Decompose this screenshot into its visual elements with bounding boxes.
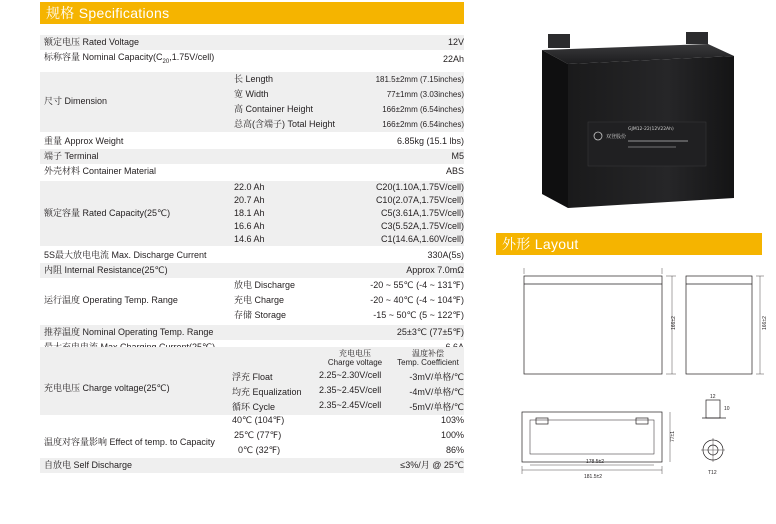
temp-effect-temp: 0℃ (32℉)	[238, 445, 281, 455]
nominal-operating-temp-value: 25±3℃ (77±5℉)	[337, 325, 464, 340]
terminal-detail-drawing	[701, 400, 726, 462]
dimension-label: 尺寸 Dimension	[40, 72, 232, 132]
layout-header: 外形 Layout	[496, 233, 762, 255]
dimension-value: 166±2mm (6.54inches)	[337, 102, 464, 117]
dimension-value: 181.5±2mm (7.15inches)	[337, 72, 464, 87]
dimension-name: 长 Length	[232, 72, 337, 87]
self-discharge-value: ≤3%/月 @ 25℃	[400, 460, 464, 470]
length-dimension-label: 181.5±2	[584, 474, 603, 480]
max-discharge-label: 5S最大放电电流 Max. Discharge Current	[44, 249, 207, 260]
dimension-value: 77±1mm (3.03inches)	[337, 87, 464, 102]
col-coeff-en: Temp. Coefficient	[397, 358, 459, 367]
operating-temp-range: -20 ~ 55℃ (-4 ~ 131℉)	[370, 279, 464, 290]
charge-mode: 浮充 Float	[232, 372, 273, 382]
charge-mode: 循环 Cycle	[232, 402, 276, 412]
rated-capacity-rate: C10(2.07A,1.75V/cell)	[337, 194, 464, 207]
row-nominal-operating-temp	[40, 325, 464, 340]
terminal-value: M5	[232, 149, 464, 164]
rated-voltage-label: 额定电压 Rated Voltage	[40, 35, 232, 50]
charge-voltage-label: 充电电压 Charge voltage(25℃)	[44, 383, 170, 393]
temp-effect-value: 103%	[440, 415, 464, 425]
row-nominal-capacity	[40, 50, 464, 70]
temp-effect-value: 86%	[445, 445, 464, 455]
row-max-discharge	[40, 248, 464, 263]
operating-temp-label: 运行温度 Operating Temp. Range	[44, 294, 178, 305]
temp-effect-label: 温度对容量影响 Effect of temp. to Capacity	[44, 437, 215, 447]
rated-capacity-amount: 14.6 Ah	[232, 233, 337, 246]
total-height-dimension-label: 166±2	[762, 316, 768, 330]
rated-capacity-amount: 22.0 Ah	[232, 181, 337, 194]
dimension-name: 总高(含端子) Total Height	[232, 117, 337, 132]
temp-effect-temp: 25℃ (77℉)	[234, 430, 282, 440]
product-model: GJM12-22(12V22Ah)	[628, 127, 674, 132]
rated-capacity-rate: C20(1.10A,1.75V/cell)	[337, 181, 464, 194]
temp-effect-value: 100%	[440, 430, 464, 440]
row-dimension-length	[40, 72, 464, 87]
rated-capacity-rate: C1(14.6A,1.60V/cell)	[337, 233, 464, 246]
operating-temp-mode: 放电 Discharge	[234, 279, 296, 290]
nominal-capacity-value: 22Ah	[442, 54, 464, 65]
rated-capacity-label: 额定容量 Rated Capacity(25℃)	[40, 181, 232, 246]
col-coeff-cn: 温度补偿	[412, 349, 444, 358]
charge-voltage-col-voltage-header	[322, 349, 388, 367]
side-view-drawing	[686, 276, 764, 374]
approx-weight-label: 重量 Approx Weight	[44, 135, 124, 146]
rated-capacity-rate: C5(3.61A,1.75V/cell)	[337, 207, 464, 220]
nominal-capacity-label-sub: 20	[162, 58, 170, 65]
internal-resistance-label: 内阻 Internal Resistance(25℃)	[40, 263, 337, 278]
internal-resistance-value: Approx 7.0mΩ	[337, 263, 464, 278]
charge-voltage-block	[40, 347, 464, 415]
nominal-capacity-label-post: ,1.75V/cell)	[169, 52, 215, 62]
terminal-label: 端子 Terminal	[40, 149, 232, 164]
charge-voltage-value: 2.25~2.30V/cell	[319, 370, 382, 380]
row-approx-weight	[40, 134, 464, 149]
rated-capacity-amount: 18.1 Ah	[232, 207, 337, 220]
charge-coeff-value: -5mV/单格/℃	[409, 402, 464, 412]
row-self-discharge	[40, 458, 464, 473]
charge-coeff-value: -4mV/单格/℃	[409, 387, 464, 397]
row-terminal	[40, 149, 464, 164]
temp-effect-temp: 40℃ (104℉)	[232, 415, 285, 425]
battery-product-photo	[520, 32, 752, 222]
container-material-value: ABS	[445, 165, 464, 176]
container-material-label: 外壳材料 Container Material	[44, 165, 157, 176]
rated-capacity-amount: 20.7 Ah	[232, 194, 337, 207]
col-voltage-cn: 充电电压	[339, 349, 371, 358]
height-dimension-label: 166±2	[671, 316, 677, 330]
operating-temp-range: -20 ~ 40℃ (-4 ~ 104℉)	[370, 294, 464, 305]
row-rated-voltage	[40, 35, 464, 50]
rated-capacity-rate: C3(5.52A,1.75V/cell)	[337, 220, 464, 233]
nominal-operating-temp-label: 推荐温度 Nominal Operating Temp. Range	[40, 325, 337, 340]
product-brand: 双登股份	[606, 134, 627, 140]
operating-temp-range: -15 ~ 50℃ (5 ~ 122℉)	[373, 309, 464, 320]
row-rated-capacity	[40, 181, 464, 194]
front-view-drawing	[524, 268, 676, 374]
nominal-capacity-label	[40, 50, 232, 70]
width-dimension-label: 77±1	[670, 430, 676, 442]
dimension-name: 宽 Width	[232, 87, 337, 102]
charge-coeff-value: -3mV/单格/℃	[409, 372, 464, 382]
charge-mode: 均充 Equalization	[232, 387, 302, 397]
temp-effect-block	[40, 413, 464, 457]
terminal-name-label: T12	[708, 470, 717, 476]
rated-voltage-value: 12V	[232, 35, 464, 50]
specifications-header: 规格 Specifications	[40, 2, 464, 24]
dimension-value: 166±2mm (6.54inches)	[337, 117, 464, 132]
charge-voltage-value: 2.35~2.45V/cell	[319, 385, 382, 395]
operating-temp-mode: 充电 Charge	[234, 294, 285, 305]
row-internal-resistance	[40, 263, 464, 278]
col-voltage-en: Charge voltage	[327, 358, 383, 367]
approx-weight-value: 6.85kg (15.1 lbs)	[396, 135, 464, 146]
terminal-width-label: 12	[710, 394, 716, 400]
row-container-material	[40, 164, 464, 179]
charge-voltage-col-coeff-header	[392, 349, 464, 367]
operating-temp-mode: 存储 Storage	[234, 309, 287, 320]
rated-capacity-amount: 16.6 Ah	[232, 220, 337, 233]
max-discharge-value: 330A(5s)	[427, 249, 464, 260]
nominal-capacity-label-pre: 标称容量 Nominal Capacity(C	[44, 52, 163, 62]
row-operating-temp	[40, 278, 464, 293]
self-discharge-label: 自放电 Self Discharge	[44, 460, 133, 470]
specifications-table	[40, 35, 464, 355]
layout-drawings	[500, 260, 770, 490]
terminal-height-label: 10	[724, 406, 730, 412]
dimension-name: 高 Container Height	[232, 102, 337, 117]
charge-voltage-value: 2.35~2.45V/cell	[319, 400, 382, 410]
inner-length-dimension-label: 178.5±2	[586, 459, 605, 465]
